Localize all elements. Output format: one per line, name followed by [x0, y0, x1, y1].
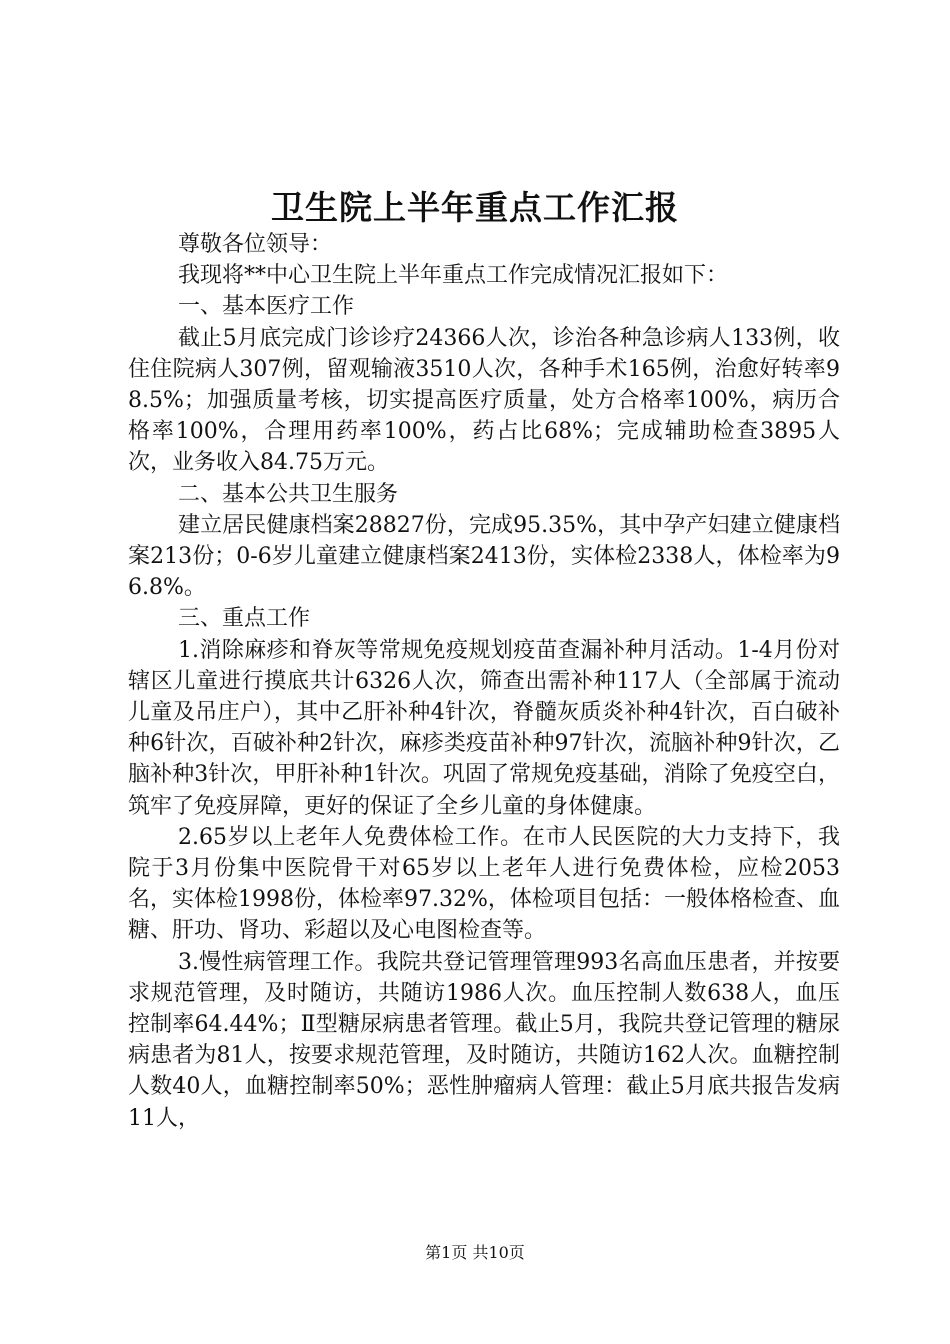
page-footer: 第1页 共10页: [425, 1243, 525, 1262]
section-heading-3: 三、重点工作: [178, 606, 311, 632]
salutation: 尊敬各位领导：: [178, 232, 333, 257]
paragraph-elderly-checkup: 2.65岁以上老年人免费体检工作。在市人民医院的大力支持下，我院于3月份集中医院骨干对65岁以上老年人进行免费体检，应检2053名，实体检1998份，体检率97.32%，体检项目包括：一般体格检查、血糖、肝功、肾功、彩超以及心电图检查等。: [128, 824, 840, 944]
paragraph-immunization: 1.消除麻疹和脊灰等常规免疫规划疫苗查漏补种月活动。1-4月份对辖区儿童进行摸底共计6326人次，筛查出需补种117人（全部属于流动儿童及吊庄户），其中乙肝补种4针次，脊髓灰质炎补种4针次，百白破补种6针次，百破补种2针次，麻疹类疫苗补种97针次，流脑补种9针次，乙脑补种3针次，甲肝补种1针次。巩固了常规免疫基础，消除了免疫空白，筑牢了免疫屏障，更好的保证了全乡儿童的身体健康。: [128, 637, 840, 819]
section-heading-2: 二、基本公共卫生服务: [178, 481, 399, 507]
paragraph-public-health: 建立居民健康档案28827份，完成95.35%，其中孕产妇建立健康档案213份；0-6岁儿童建立健康档案2413份，实体检2338人，体检率为96.8%。: [128, 512, 840, 601]
paragraph-basic-medical: 截止5月底完成门诊诊疗24366人次，诊治各种急诊病人133例，收住住院病人307例，留观输液3510人次，各种手术165例，治愈好转率98.5%；加强质量考核，切实提高医疗质量，处方合格率100%，病历合格率100%，合理用药率100%，药占比68%；完成辅助检查3895人次，业务收入84.75万元。: [128, 325, 840, 476]
paragraph-chronic-disease: 3.慢性病管理工作。我院共登记管理管理993名高血压患者，并按要求规范管理，及时随访，共随访1986人次。血压控制人数638人，血压控制率64.44%；Ⅱ型糖尿病患者管理。截止5月，我院共登记管理的糖尿病患者为81人，按要求规范管理，及时随访，共随访162人次。血糖控制人数40人，血糖控制率50%；恶性肿瘤病人管理：截止5月底共报告发病11人，: [128, 949, 840, 1131]
intro-paragraph: 我现将**中心卫生院上半年重点工作完成情况汇报如下：: [178, 263, 729, 289]
document-body: [128, 229, 840, 1134]
document-title: 卫生院上半年重点工作汇报: [271, 188, 679, 227]
section-heading-1: 一、基本医疗工作: [178, 294, 355, 320]
